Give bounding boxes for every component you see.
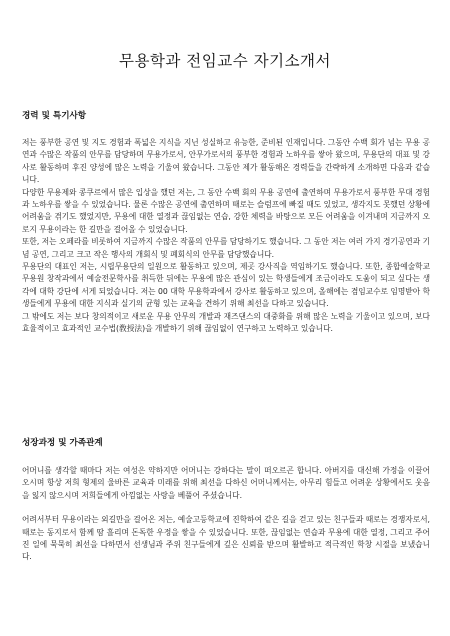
section-heading-career: 경력 및 특기사항 — [22, 111, 87, 121]
paragraph: 어려서부터 무용이라는 외길만을 걸어온 저는, 예술고등학교에 진학하여 같은 길을 걷고 있는 친구들과 때로는 경쟁자로서, 때로는 동지로서 함께 땀 흘리며 돈독한 우정을 쌓을 수 있었습니다. 또한, 끊임없는 연습과 무용에 대한 열정, 그리고 주어진 일에 묵묵히 최선을 다하면서 선생님과 주위 친구들에게 깊은 신뢰를 받으며 활발하고 적극적인 학창 시절을 보냈습니다. — [22, 515, 430, 562]
paragraph: 저는 풍부한 공연 및 지도 경험과 폭넓은 지식을 지닌 성실하고 유능한, 준비된 인재입니다. 그동안 수백 회가 넘는 무용 공연과 수많은 작품의 안무를 담당하며 무용가로서, 안무가로서의 풍부한 경험과 노하우를 쌓아 왔으며, 무용단의 대표 및 강사로 활동하며 후진 양성에 많은 노력을 기울여 왔습니다. 그동안 제가 활동해온 경력들을 간략하게 소개하면 다음과 같습니다. — [22, 138, 430, 185]
section-heading-growth: 성장과정 및 가족관계 — [22, 438, 103, 448]
paragraph: 다양한 무용제와 콩쿠르에서 많은 입상을 했던 저는, 그 동안 수백 회의 무용 공연에 출연하며 무용가로서 풍부한 무대 경험과 노하우를 쌓을 수 있었습니다. 물론 수많은 공연에 출연하며 때로는 슬럼프에 빠질 때도 있었고, 생각지도 못했던 상황에 어려움을 겪기도 했었지만, 무용에 대한 열정과 끊임없는 연습, 강한 체력을 바탕으로 모든 어려움을 이겨내며 지금까지 오로지 무용이라는 한 길만을 걸어올 수 있었습니다. — [22, 187, 430, 234]
paragraph: 또한, 저는 오페라를 비롯하여 지금까지 수많은 작품의 안무를 담당하기도 했습니다. 그 동안 저는 여러 가지 경기공연과 기념 공연, 그리고 크고 작은 행사의 개회식 및 폐회식의 안무를 담당했습니다. — [22, 237, 430, 259]
paragraph: 어머니를 생각할 때마다 저는 여성은 약하지만 어머니는 강하다는 말이 떠오르곤 합니다. 아버지를 대신해 가정을 이끌어 오시며 항상 저희 형제의 울바른 교육과 미래를 위해 최선을 다하신 어머니께서는, 아무리 힘들고 어려운 상황에서도 웃음을 잃지 않으시며 저희들에게 아낌없는 사랑을 베풀어 주셨습니다. — [22, 466, 430, 500]
paragraph: 무용단의 대표인 저는, 시립무용단의 일원으로 활동하고 있으며, 제곳 강사직을 역임하기도 했습니다. 또한, 종합예술학교 무용원 창작과에서 예술전문학사를 취득한 뒤에는 무용에 많은 관심이 있는 학생들에게 조금이라도 도움이 되고 싶다는 생각에 대학 강단에 서게 되었습니다. 저는 00 대학 무용학과에서 강사로 활동하고 있으며, 올해에는 겸임교수로 임명받아 학생들에게 무용에 대한 지식과 실기의 균형 있는 교육을 견하기 위해 최선을 다하고 있습니다. — [22, 262, 430, 309]
section-body-career — [22, 137, 430, 336]
paragraph: 그 밖에도 저는 보다 창의적이고 새로운 무용 안무의 개발과 재즈댄스의 대중화를 위해 많은 노력을 기울이고 있으며, 보다 효율적이고 효과적인 교수법(敎授法)을 개발하기 위해 끊임없이 연구하고 노력하고 있습니다. — [22, 311, 430, 334]
section-body-growth — [22, 465, 430, 564]
document-title: 무용학과 전임교수 자기소개서 — [118, 52, 331, 70]
